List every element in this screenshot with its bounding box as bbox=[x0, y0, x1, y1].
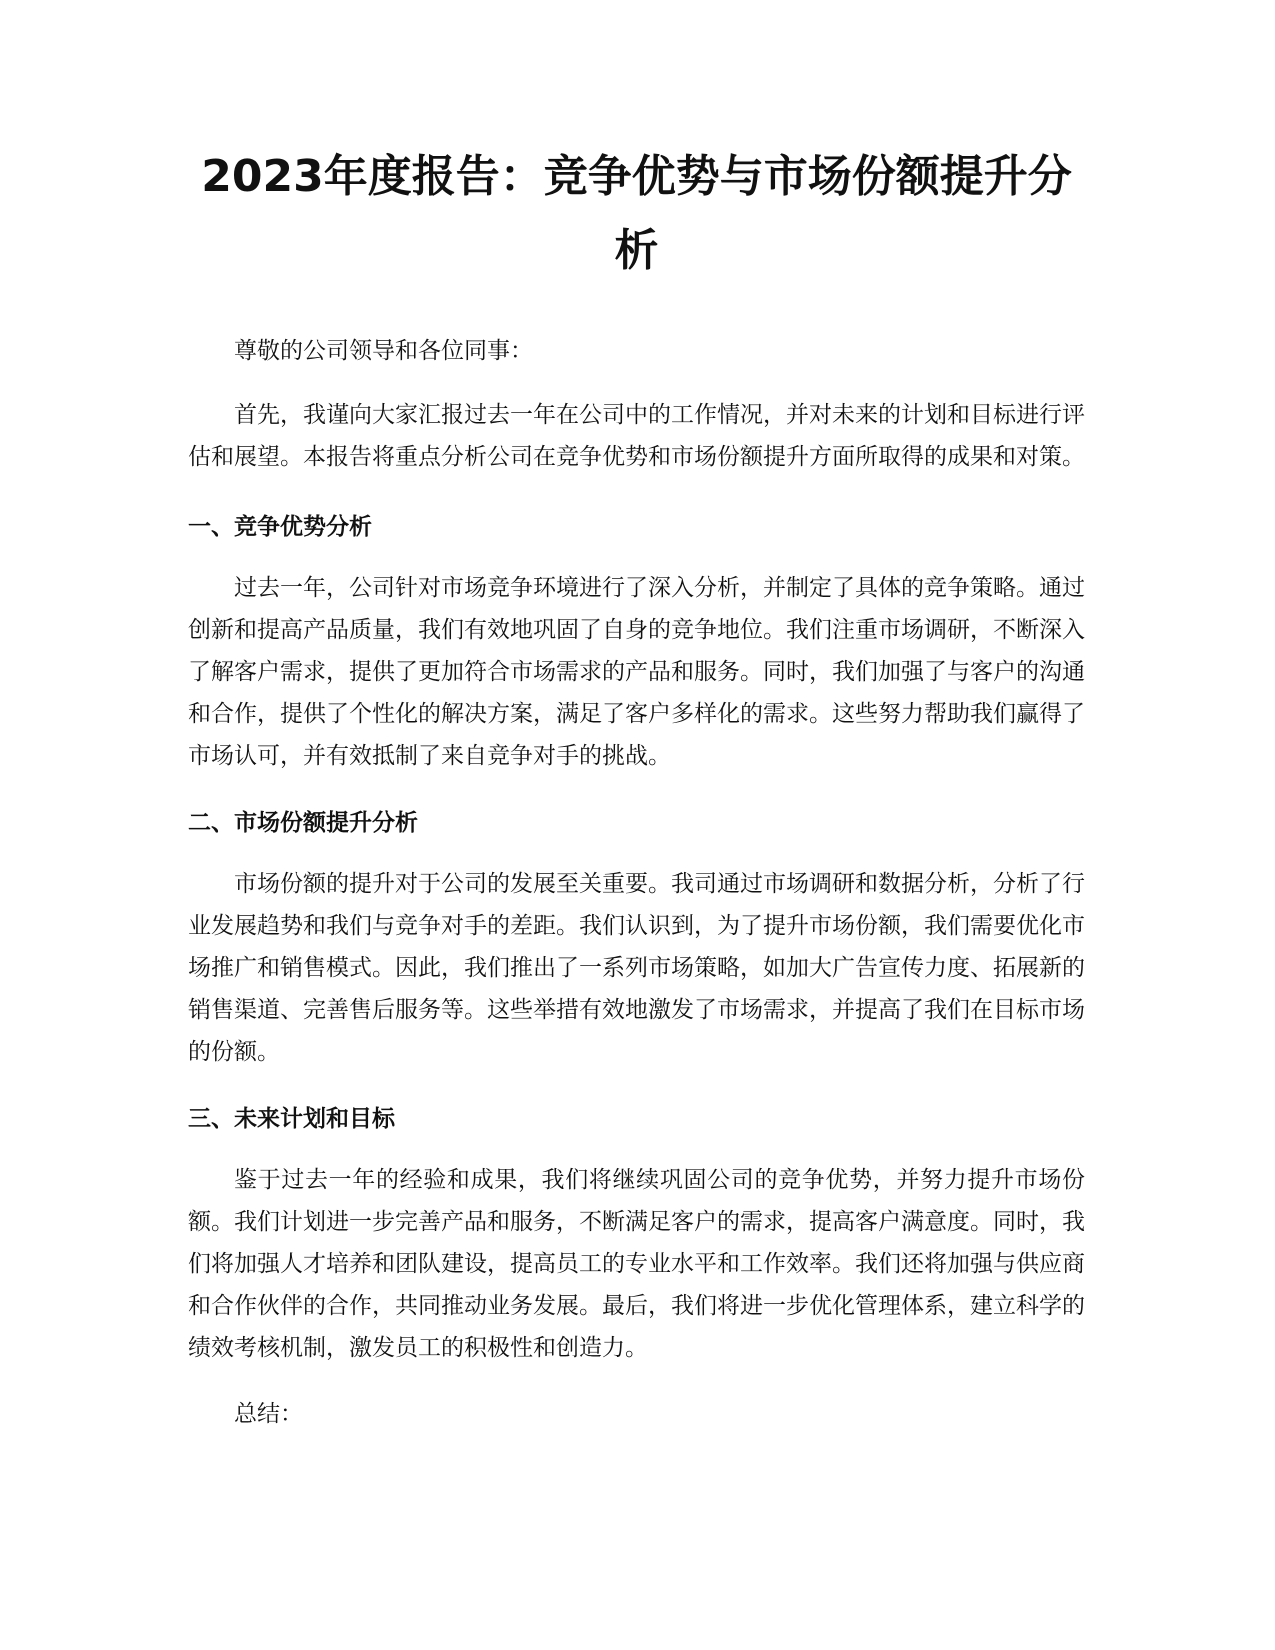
intro-paragraph: 首先，我谨向大家汇报过去一年在公司中的工作情况，并对未来的计划和目标进行评估和展望。本报告将重点分析公司在竞争优势和市场份额提升方面所取得的成果和对策。 bbox=[188, 402, 1085, 470]
document-title: 2023年度报告：竞争优势与市场份额提升分析 bbox=[201, 151, 1072, 276]
section-body-competitive-advantage: 过去一年，公司针对市场竞争环境进行了深入分析，并制定了具体的竞争策略。通过创新和提高产品质量，我们有效地巩固了自身的竞争地位。我们注重市场调研，不断深入了解客户需求，提供了更加符合市场需求的产品和服务。同时，我们加强了与客户的沟通和合作，提供了个性化的解决方案，满足了客户多样化的需求。这些努力帮助我们赢得了市场认可，并有效抵制了来自竞争对手的挑战。 bbox=[188, 575, 1085, 769]
section-body-market-share: 市场份额的提升对于公司的发展至关重要。我司通过市场调研和数据分析，分析了行业发展趋势和我们与竞争对手的差距。我们认识到，为了提升市场份额，我们需要优化市场推广和销售模式。因此，我们推出了一系列市场策略，如加大广告宣传力度、拓展新的销售渠道、完善售后服务等。这些举措有效地激发了市场需求，并提高了我们在目标市场的份额。 bbox=[188, 871, 1085, 1065]
summary-label: 总结： bbox=[234, 1401, 303, 1427]
section-heading-future-plans: 三、未来计划和目标 bbox=[188, 1106, 395, 1132]
section-heading-competitive-advantage: 一、竞争优势分析 bbox=[188, 514, 372, 540]
section-heading-market-share: 二、市场份额提升分析 bbox=[188, 810, 418, 836]
greeting: 尊敬的公司领导和各位同事： bbox=[234, 338, 533, 364]
section-body-future-plans: 鉴于过去一年的经验和成果，我们将继续巩固公司的竞争优势，并努力提升市场份额。我们计划进一步完善产品和服务，不断满足客户的需求，提高客户满意度。同时，我们将加强人才培养和团队建设，提高员工的专业水平和工作效率。我们还将加强与供应商和合作伙伴的合作，共同推动业务发展。最后，我们将进一步优化管理体系，建立科学的绩效考核机制，激发员工的积极性和创造力。 bbox=[188, 1167, 1085, 1361]
